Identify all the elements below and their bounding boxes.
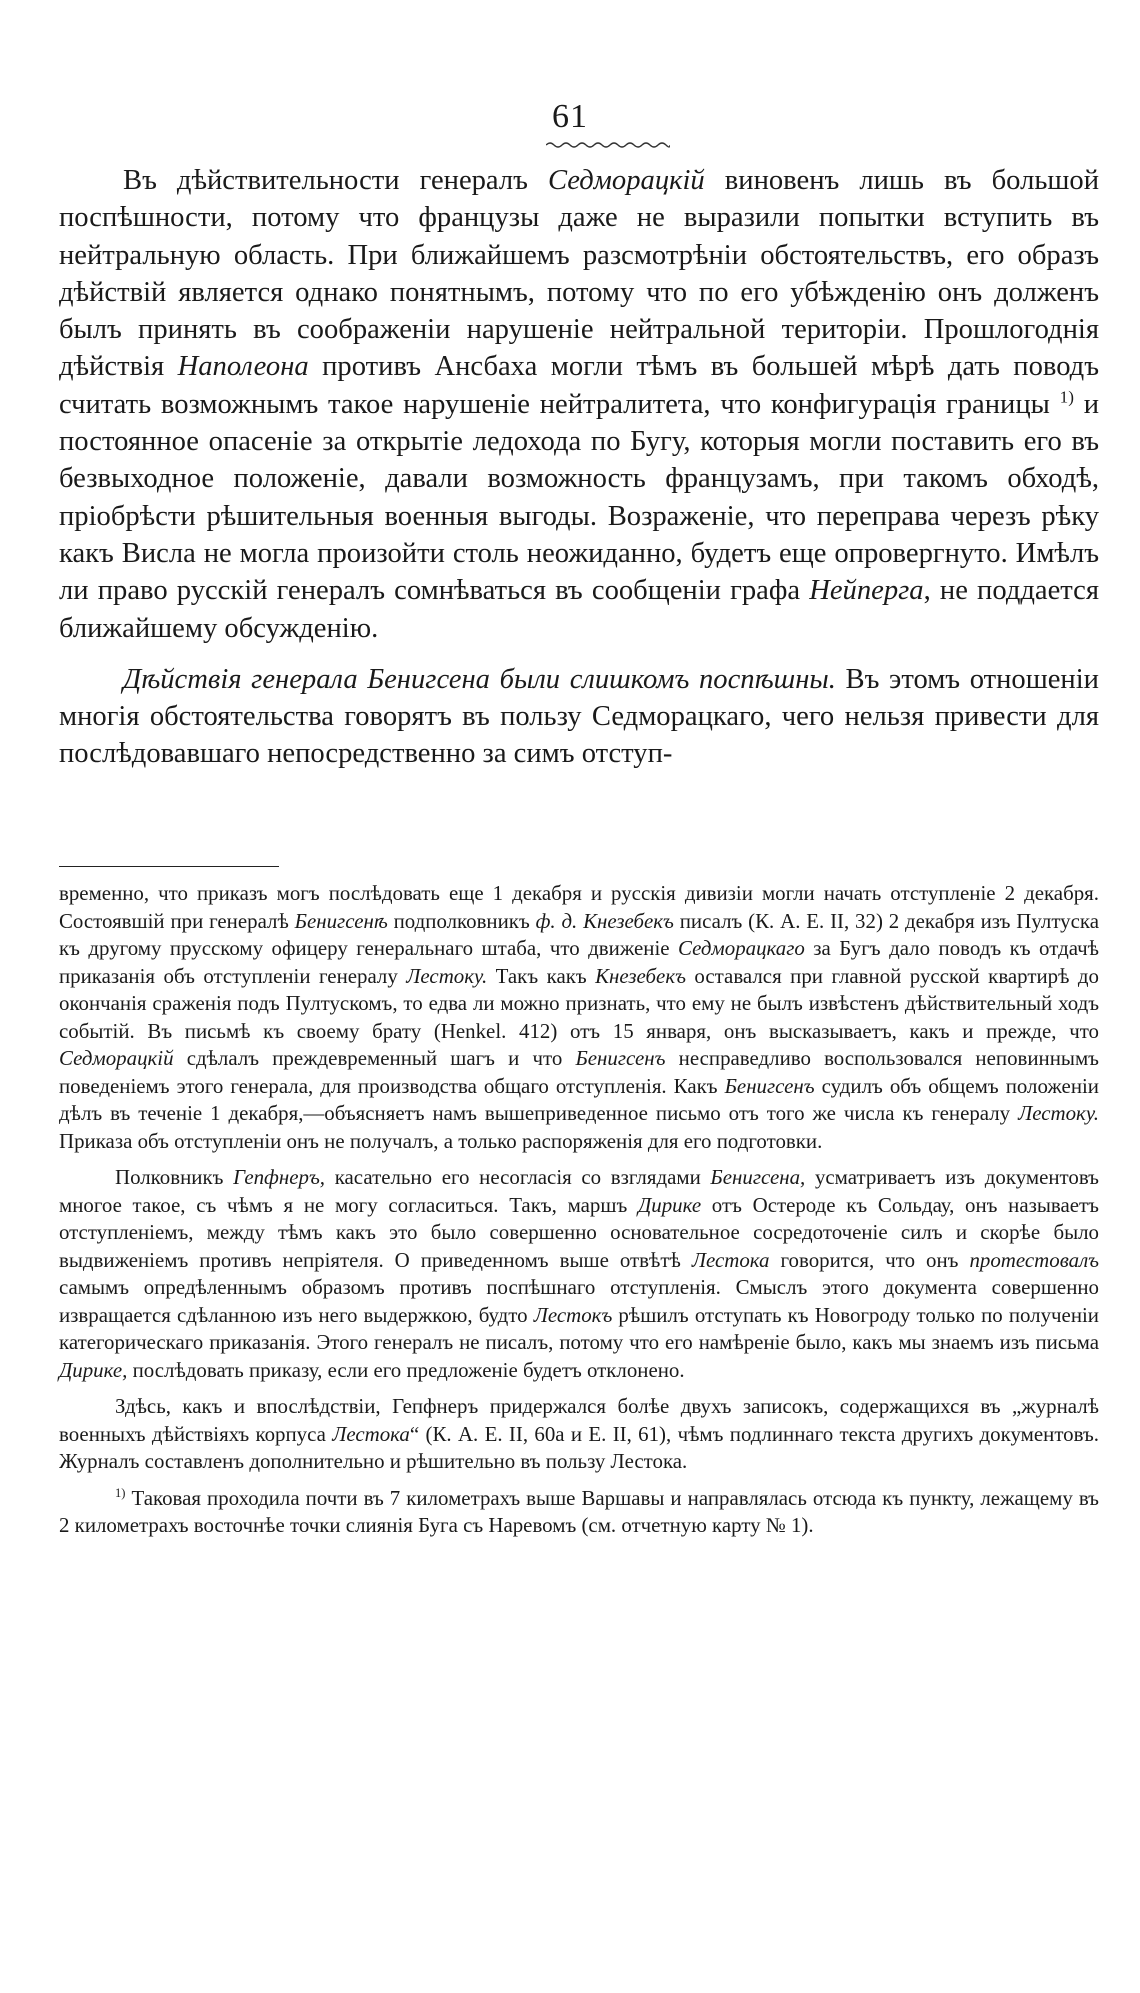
- footnote-paragraph: [59, 1164, 1099, 1384]
- text-run: подполковникъ: [387, 908, 536, 933]
- text-run: оставался при главной русской квартирѣ до окончанія сраженія подъ Пултускомъ, то едва ли можно признать, что ему не былъ извѣстенъ дѣйствительный ходъ событій. Въ письмѣ къ своему брату (Henkel. 412) отъ 15 января, онъ высказываетъ, какъ и прежде, что: [59, 963, 1100, 1043]
- italic-name: Дѣйствія генерала Бенигсена были слишкомъ поспѣшны.: [123, 663, 836, 695]
- italic-name: Бенигсена,: [710, 1165, 806, 1189]
- text-run: рѣшилъ отступать къ Новогроду только по полученіи категорическаго приказанія. Этого генералъ не писалъ, потому что его намѣреніе было, какъ мы знаемъ изъ письма: [59, 1302, 1099, 1354]
- text-run: самымъ опредѣленнымъ образомъ противъ поспѣшнаго отступленія. Смыслъ этого документа совершенно извращается сдѣланною изъ него выдержкою, будто: [59, 1275, 1099, 1327]
- page-number: 61: [552, 98, 588, 135]
- text-run: и постоянное опасеніе за открытіе ледохода по Бугу, которыя могли поставить его въ безвыходное положеніе, давали возможность французамъ, при такомъ обходѣ, пріобрѣсти рѣшительныя военныя выгоды. Возраженіе, что переправа черезъ рѣку какъ Висла не могла произойти столь неожиданно, будетъ еще опровергнуто. Имѣлъ ли право русскій генералъ сомнѣваться въ сообщеніи графа: [59, 388, 1100, 607]
- text-run: говорится, что онъ: [769, 1247, 970, 1272]
- italic-name: Бенигсенъ: [724, 1073, 815, 1098]
- italic-name: Кнезебекъ: [595, 963, 686, 988]
- italic-name: Бенигсенъ: [575, 1046, 666, 1070]
- text-run: усматриваетъ изъ документовъ многое такое, съ чѣмъ я не могу согласиться. Такъ, маршъ: [59, 1165, 1099, 1217]
- italic-name: Дирике: [637, 1192, 702, 1217]
- text-run: противъ Ансбаха могли тѣмъ въ большей мѣрѣ дать поводъ считать возможнымъ такое нарушеніе нейтралитета, что конфигурація границы: [59, 351, 1099, 420]
- text-run: Здѣсь, какъ и впослѣдствіи, Гепфнеръ придержался болѣе двухъ записокъ, содержащихся въ „журналѣ военныхъ дѣйствіяхъ корпуса: [59, 1394, 1099, 1446]
- text-run: послѣдовать приказу, если его предложеніе будетъ отклонено.: [127, 1357, 685, 1382]
- italic-name: Бенигсенѣ: [294, 908, 388, 933]
- text-run: Въ этомъ отношеніи многія обстоятельства говорятъ въ пользу Седморацкаго, чего нельзя привести для послѣдовавшаго непосредственно за симъ отступ-: [59, 663, 1099, 770]
- italic-name: Лестоку.: [406, 963, 488, 988]
- text-run: отъ Остероде къ Сольдау, онъ называетъ отступленіемъ, между тѣмъ какъ это было совершенно основательное сосредоточеніе силъ и скорѣе было выдвиженіемъ противъ непріятеля. О приведенномъ выше отвѣтѣ: [59, 1192, 1099, 1272]
- text-run: касательно его несогласія со взглядами: [325, 1165, 711, 1189]
- text-run: судилъ объ общемъ положеніи дѣлъ въ теченіе 1 декабря,—объясняетъ намъ вышеприведенное письмо отъ того же числа къ генералу: [59, 1073, 1099, 1125]
- text-run: несправедливо воспользовался неповиннымъ поведеніемъ этого генерала, для производства общаго отступленія. Какъ: [59, 1046, 1099, 1098]
- text-run: за Бугъ дало поводъ къ отдачѣ приказанія объ отступленіи генералу: [59, 936, 1099, 988]
- text-run: писалъ (К. А. Е. II, 32) 2 декабря изъ Пултуска къ другому прусскому офицеру генеральнаго штаба, что движеніе: [59, 908, 1099, 960]
- footnote-divider: [59, 866, 279, 867]
- italic-name: протестовалъ: [969, 1247, 1100, 1272]
- italic-name: Седморацкій: [547, 165, 705, 196]
- text-run: Такъ какъ: [487, 963, 596, 988]
- text-run: временно, что приказъ могъ послѣдовать еще 1 декабря и русскія дивизіи могли начать отступленіе 2 декабря. Состоявшій при генералѣ: [59, 881, 1099, 933]
- main-text: [59, 162, 1099, 773]
- italic-name: Седморацкаго: [678, 936, 805, 960]
- text-run: , не поддается ближайшему обсужденію.: [59, 575, 1099, 644]
- footnote-paragraph: [59, 880, 1099, 1155]
- text-run: Приказа объ отступленіи онъ не получалъ, а только распоряженія для его подготовки.: [59, 1128, 823, 1153]
- italic-name: Лестоку.: [1018, 1101, 1099, 1125]
- main-paragraph: [59, 162, 1099, 647]
- text-run: виновенъ лишь въ большой поспѣшности, потому что французы даже не выразили попытки вступить въ нейтральную область. При ближайшемъ разсмотрѣніи обстоятельствъ, его образъ дѣйствій является однако понятнымъ, потому что по его убѣжденію онъ долженъ былъ принять въ соображеніи нарушеніе нейтральной територіи. Прошлогоднія дѣйствія: [59, 165, 1099, 383]
- footnote-marker: 1): [115, 1485, 126, 1500]
- italic-name: Лестокъ: [533, 1302, 613, 1327]
- footnote-paragraph: [59, 1393, 1099, 1476]
- footnotes: [59, 880, 1099, 1540]
- text-run: Таковая проходила почти въ 7 километрахъ выше Варшавы и направлялась отсюда къ пункту, лежащему въ 2 километрахъ восточнѣе точки слиянія Буга съ Наревомъ (см. отчетную карту № 1).: [59, 1485, 1099, 1537]
- italic-name: Нейперга: [809, 575, 924, 607]
- text-run: “ (К. А. Е. II, 60a и Е. II, 61), чѣмъ подлиннаго текста другихъ документовъ. Журналъ составленъ дополнительно и рѣшительно въ пользу Лестока.: [59, 1421, 1099, 1473]
- decorative-wavy-rule: [546, 140, 670, 150]
- text-run: сдѣлалъ преждевременный шагъ и что: [173, 1046, 576, 1070]
- footnote-paragraph: [59, 1485, 1099, 1540]
- footnote-marker: 1): [1059, 387, 1074, 407]
- italic-name: Лестока: [332, 1421, 410, 1446]
- main-paragraph: [59, 661, 1099, 773]
- italic-name: Наполеона: [177, 351, 309, 383]
- text-run: Полковникъ: [115, 1165, 234, 1189]
- italic-name: Гепфнеръ,: [233, 1165, 326, 1189]
- italic-name: Дирике,: [59, 1357, 128, 1382]
- text-run: Въ дѣйствительности генералъ: [123, 165, 548, 196]
- italic-name: ф. д. Кнезебекъ: [535, 908, 674, 933]
- italic-name: Седморацкій: [59, 1046, 174, 1070]
- italic-name: Лестока: [691, 1247, 770, 1272]
